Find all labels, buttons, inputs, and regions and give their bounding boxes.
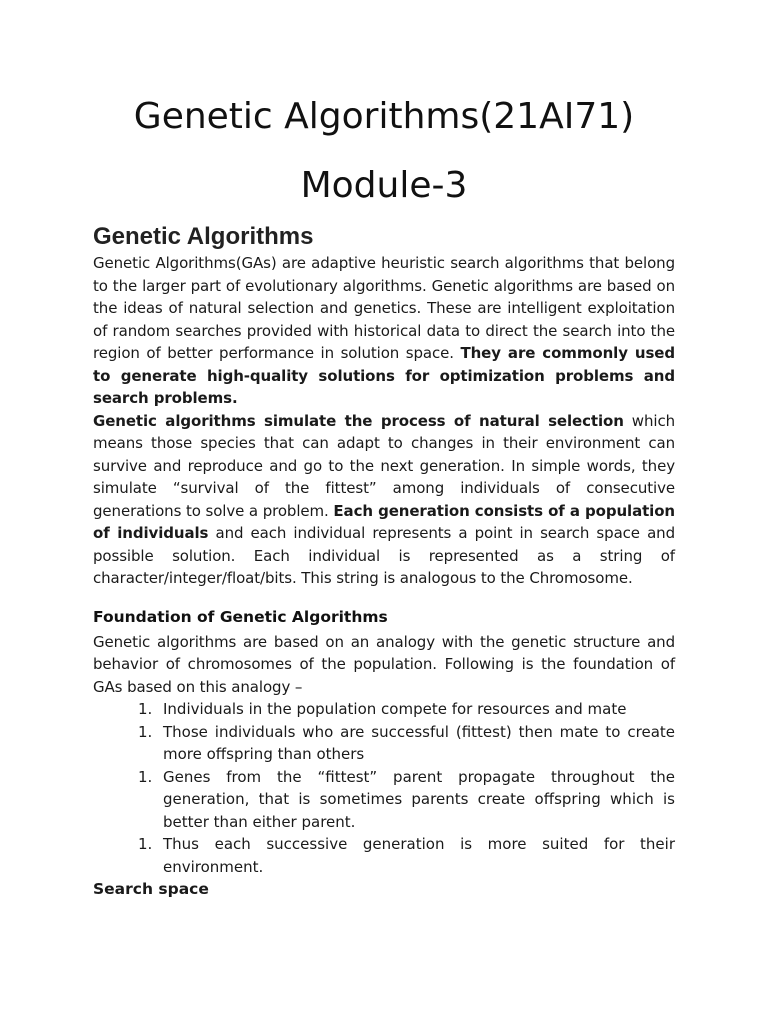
document-title: Genetic Algorithms(21AI71): [133, 96, 635, 137]
list-item-text: Those individuals who are successful (fittest) then mate to create more offspring than others: [163, 722, 675, 763]
section-heading-foundation: Foundation of Genetic Algorithms: [93, 607, 388, 626]
list-number: 1.: [138, 722, 153, 741]
list-item: [93, 721, 675, 766]
list-item-text: Genes from the “fittest” parent propagate throughout the generation, that is sometimes parents create offspring which is better than either parent.: [163, 767, 675, 831]
population-bold: Each generation consists of a population of individuals: [93, 501, 675, 542]
list-item: [93, 766, 675, 834]
section-heading-genetic-algorithms: Genetic Algorithms: [93, 223, 314, 250]
list-item-text: Thus each successive generation is more suited for their environment.: [163, 835, 675, 876]
intro-text: Genetic Algorithms(GAs) are adaptive heuristic search algorithms that belong to the larger part of evolutionary algorithms. Genetic algorithms are based on the ideas of natural selection and genetics. These are intelligent exploitation of random searches provided with historical data to direct the search into the region of better performance in solution space.: [93, 254, 675, 362]
foundation-intro: Genetic algorithms are based on an analogy with the genetic structure and behavior of chromosomes of the population. Following is the foundation of GAs based on this analogy –: [93, 632, 675, 696]
natural-selection-bold: Genetic algorithms simulate the process of natural selection: [93, 411, 624, 430]
list-item: [93, 698, 675, 721]
section-heading-search-space: Search space: [93, 880, 209, 898]
foundation-list: [93, 698, 675, 878]
module-title: Module-3: [300, 165, 468, 206]
intro-bold-text: They are commonly used to generate high-quality solutions for optimization problems and search problems.: [93, 344, 675, 407]
intro-paragraph: [93, 252, 675, 410]
list-item: [93, 833, 675, 878]
list-item-text: Individuals in the population compete for resources and mate: [163, 700, 627, 718]
natural-selection-paragraph: [93, 410, 675, 590]
natural-selection-text: which means those species that can adapt to changes in their environment can survive and reproduce and go to the next generation. In simple words, they simulate “survival of the fittest” among individuals of consecutive generations to solve a problem.: [93, 411, 675, 520]
list-number: 1.: [138, 835, 153, 853]
population-text: and each individual represents a point in search space and possible solution. Each individual is represented as a string of character/integer/float/bits. This string is analogous to the Chromosome.: [93, 524, 675, 587]
list-number: 1.: [138, 700, 153, 718]
document-body: [93, 222, 675, 900]
list-number: 1.: [138, 767, 153, 786]
